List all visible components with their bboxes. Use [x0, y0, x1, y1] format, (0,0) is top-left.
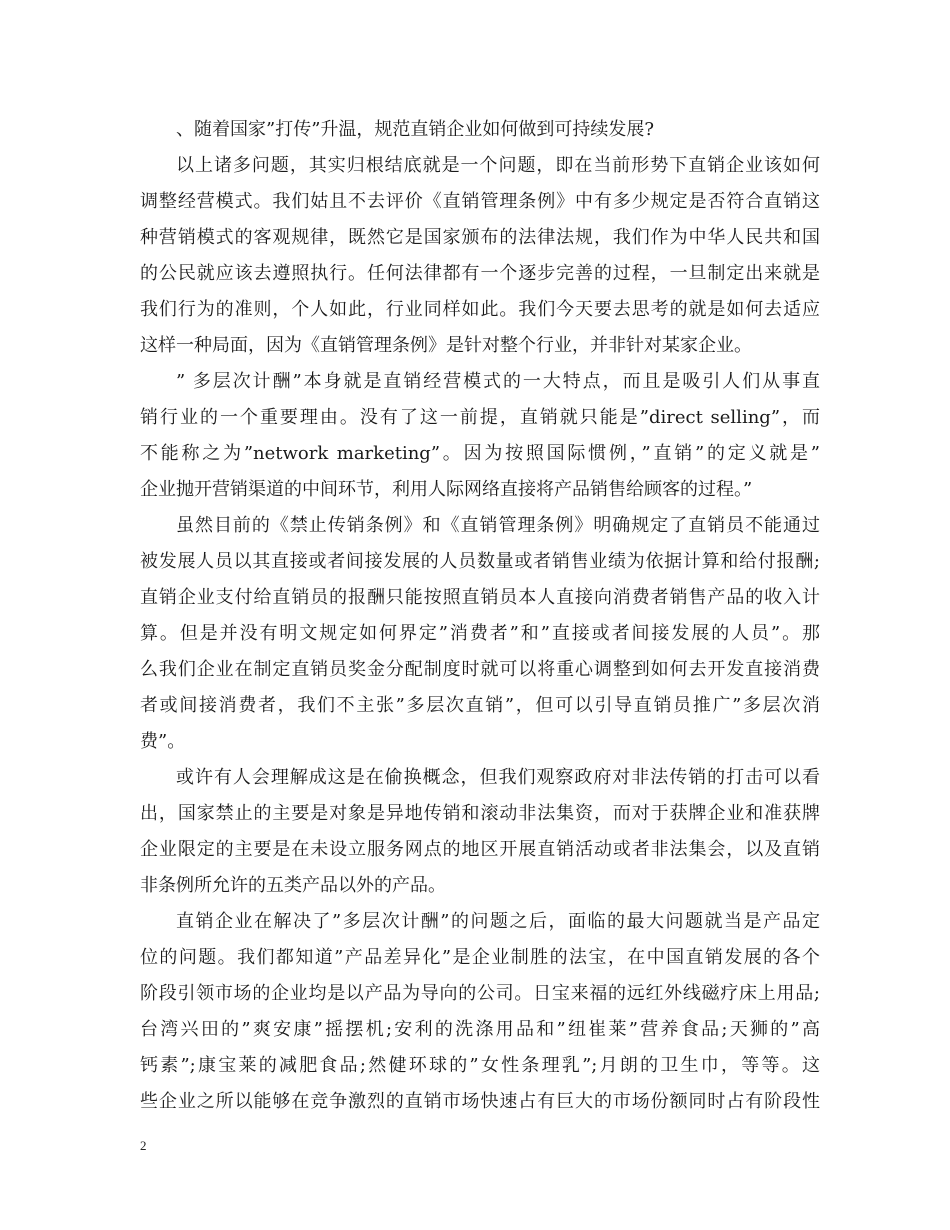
text-line: 直销企业在解决了”多层次计酬”的问题之后，面临的最大问题就当是产品定	[176, 911, 820, 932]
text-line: 非条例所允许的五类产品以外的产品。	[140, 875, 446, 896]
text-line: ” 多层次计酬”本身就是直销经营模式的一大特点，而且是吸引人们从事直	[176, 371, 820, 392]
text-line: 或许有人会理解成这是在偷换概念，但我们观察政府对非法传销的打击可以看	[176, 767, 820, 788]
text-line: 算。但是并没有明文规定如何界定”消费者”和”直接或者间接发展的人员”。那	[140, 623, 820, 644]
text-line: 我们行为的准则，个人如此，行业同样如此。我们今天要去思考的就是如何去适应	[140, 299, 820, 320]
text-line: 以上诸多问题，其实归根结底就是一个问题，即在当前形势下直销企业该如何	[176, 155, 820, 176]
text-line: 企业限定的主要是在未设立服务网点的地区开展直销活动或者非法集会，以及直销	[140, 839, 820, 860]
text-line: 钙素”;康宝莱的减肥食品;然健环球的”女性条理乳”;月朗的卫生巾，等等。这	[140, 1055, 820, 1076]
text-line: 销行业的一个重要理由。没有了这一前提，直销就只能是”direct selling”，而	[140, 407, 820, 428]
body-text	[140, 112, 820, 1120]
text-line: 么我们企业在制定直销员奖金分配制度时就可以将重心调整到如何去开发直接消费	[140, 659, 820, 680]
text-line: 费”。	[140, 731, 186, 752]
page-number: 2	[140, 1138, 147, 1153]
text-line: 者或间接消费者，我们不主张”多层次直销”，但可以引导直销员推广”多层次消	[140, 695, 820, 716]
text-line: 些企业之所以能够在竞争激烈的直销市场快速占有巨大的市场份额同时占有阶段性	[140, 1091, 820, 1112]
text-line: 种营销模式的客观规律，既然它是国家颁布的法律法规，我们作为中华人民共和国	[140, 227, 820, 248]
text-line: 的公民就应该去遵照执行。任何法律都有一个逐步完善的过程，一旦制定出来就是	[140, 263, 820, 284]
text-line: 企业抛开营销渠道的中间环节，利用人际网络直接将产品销售给顾客的过程。”	[140, 479, 753, 500]
text-line: 台湾兴田的”爽安康”摇摆机;安利的洗涤用品和”纽崔莱”营养食品;天狮的”高	[140, 1019, 820, 1040]
text-line: 阶段引领市场的企业均是以产品为导向的公司。日宝来福的远红外线磁疗床上用品;	[140, 983, 820, 1004]
text-line: 不能称之为”network marketing”。因为按照国际惯例，”直销”的定义就是”	[140, 443, 820, 464]
text-line: 位的问题。我们都知道”产品差异化”是企业制胜的法宝，在中国直销发展的各个	[140, 947, 820, 968]
text-line: 调整经营模式。我们姑且不去评价《直销管理条例》中有多少规定是否符合直销这	[140, 191, 820, 212]
text-line: 这样一种局面，因为《直销管理条例》是针对整个行业，并非针对某家企业。	[140, 335, 752, 356]
text-line: 出，国家禁止的主要是对象是异地传销和滚动非法集资，而对于获牌企业和准获牌	[140, 803, 820, 824]
text-line: 被发展人员以其直接或者间接发展的人员数量或者销售业绩为依据计算和给付报酬;	[140, 551, 820, 572]
text-line: 直销企业支付给直销员的报酬只能按照直销员本人直接向消费者销售产品的收入计	[140, 587, 820, 608]
text-line: 虽然目前的《禁止传销条例》和《直销管理条例》明确规定了直销员不能通过	[176, 515, 820, 536]
text-line: 、随着国家”打传”升温，规范直销企业如何做到可持续发展?	[176, 119, 655, 140]
